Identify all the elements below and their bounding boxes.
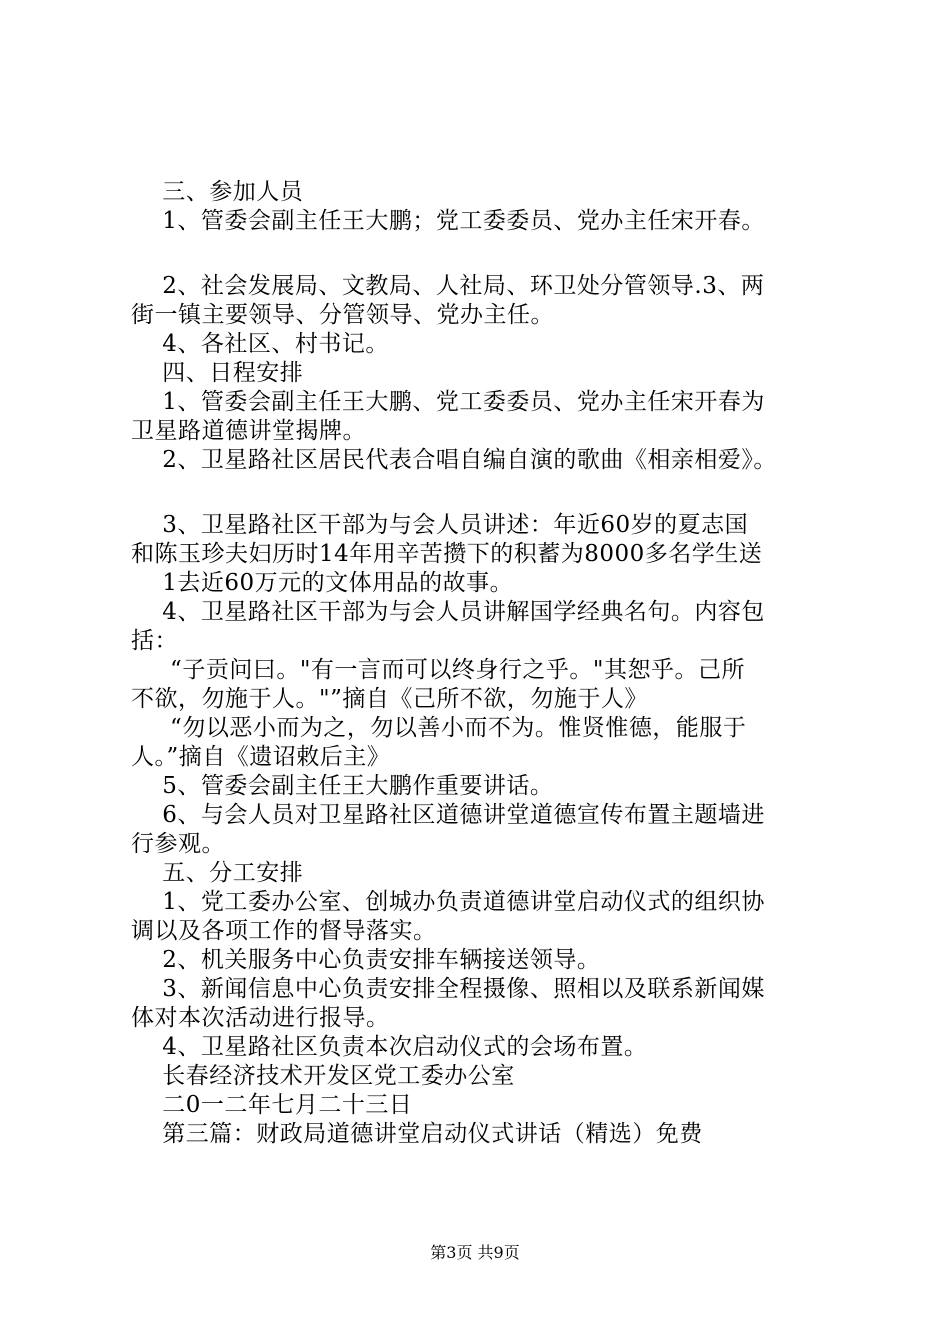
text-line: 括： [131,628,178,654]
text-line: 五、分工安排 [131,860,304,886]
paragraph-gap [131,236,837,272]
text-line: 5、管委会副主任王大鹏作重要讲话。 [131,773,554,799]
text-line: 四、日程安排 [131,360,304,386]
text-line: 1、管委会副主任王大鹏；党工委委员、党办主任宋开春。 [131,208,765,234]
text-line: 不欲，勿施于人。"”摘自《己所不欲，勿施于人》 [131,686,648,712]
text-line: 2、卫星路社区居民代表合唱自编自演的歌曲《相亲相爱》。 [131,447,777,473]
text-line: 1去近60万元的文体用品的故事。 [131,570,514,596]
text-line: 长春经济技术开发区党工委办公室 [131,1063,515,1089]
text-line: 2、机关服务中心负责安排车辆接送领导。 [131,947,601,973]
page-footer: 第3页 共9页 [430,1243,520,1262]
text-line: “子贡问曰。"有一言而可以终身行之乎。"其恕乎。己所 [131,657,745,683]
text-line: 1、党工委办公室、创城办负责道德讲堂启动仪式的组织协 [131,889,765,915]
text-line: 行参观。 [131,831,225,857]
text-line: 街一镇主要领导、分管领导、党办主任。 [131,302,554,328]
paragraph-gap [131,475,837,511]
text-line: 3、新闻信息中心负责安排全程摄像、照相以及联系新闻媒 [131,976,765,1002]
text-line: 4、卫星路社区干部为与会人员讲解国学经典名句。内容包 [131,599,765,625]
text-line: “勿以恶小而为之，勿以善小而不为。惟贤惟德，能服于 [131,715,747,741]
text-line: 1、管委会副主任王大鹏、党工委委员、党办主任宋开春为 [131,389,765,415]
text-line: 4、卫星路社区负责本次启动仪式的会场布置。 [131,1034,648,1060]
text-line: 3、卫星路社区干部为与会人员讲述：年近60岁的夏志国 [131,512,749,538]
text-line: 调以及各项工作的督导落实。 [131,918,437,944]
text-line: 三、参加人员 [131,179,304,205]
text-line: 人。”摘自《遗诏敕后主》 [131,744,391,770]
text-line: 2、社会发展局、文教局、人社局、环卫处分管领导.3、两 [131,273,765,299]
text-line: 卫星路道德讲堂揭牌。 [131,418,366,444]
text-line: 第三篇：财政局道德讲堂启动仪式讲话（精选）免费 [131,1121,703,1147]
text-line: 二0一二年七月二十三日 [131,1092,413,1118]
text-line: 4、各社区、村书记。 [131,331,389,357]
text-line: 和陈玉珍夫妇历时14年用辛苦攒下的积蓄为8000多名学生送 [131,541,763,567]
text-line: 6、与会人员对卫星路社区道德讲堂道德宣传布置主题墙进 [131,802,765,828]
text-line: 体对本次活动进行报导。 [131,1005,390,1031]
document-body [131,178,837,1149]
